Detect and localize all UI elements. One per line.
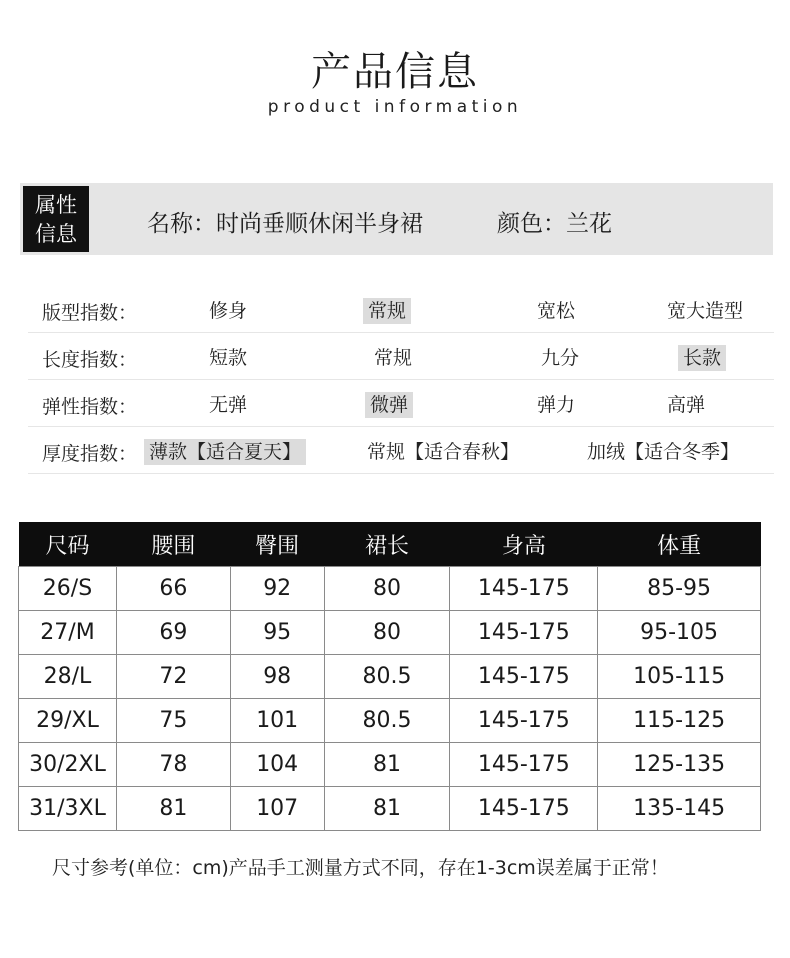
table-cell: 81	[324, 787, 450, 831]
table-cell: 145-175	[450, 611, 598, 655]
index-label: 厚度指数：	[42, 443, 138, 465]
table-cell: 101	[230, 699, 324, 743]
table-cell: 69	[116, 611, 230, 655]
page-subtitle: product information	[267, 97, 523, 117]
table-cell: 145-175	[450, 567, 598, 611]
table-cell: 92	[230, 567, 324, 611]
table-cell: 145-175	[450, 699, 598, 743]
index-option: 宽大造型	[667, 300, 744, 322]
table-cell: 30/2XL	[19, 743, 117, 787]
index-option-selected: 长款	[678, 345, 726, 371]
table-cell: 81	[116, 787, 230, 831]
attribute-tag-line2: 信息	[35, 222, 77, 246]
table-cell: 78	[116, 743, 230, 787]
index-row-thickness	[28, 427, 774, 474]
attribute-tag	[23, 186, 89, 252]
table-cell: 66	[116, 567, 230, 611]
index-option: 修身	[209, 300, 248, 322]
table-cell: 28/L	[19, 655, 117, 699]
index-option: 常规	[374, 347, 413, 369]
table-cell: 85-95	[598, 567, 761, 611]
index-label: 版型指数：	[42, 302, 138, 324]
index-option-selected: 微弹	[365, 392, 413, 418]
table-cell: 80	[324, 611, 450, 655]
table-cell: 125-135	[598, 743, 761, 787]
index-row-length	[28, 333, 774, 380]
table-cell: 104	[230, 743, 324, 787]
table-row	[19, 611, 761, 655]
table-cell: 98	[230, 655, 324, 699]
index-option: 九分	[541, 347, 580, 369]
table-row	[19, 743, 761, 787]
table-cell: 145-175	[450, 787, 598, 831]
table-cell: 75	[116, 699, 230, 743]
index-row-fit	[28, 286, 774, 333]
page-title: 产品信息	[311, 49, 479, 95]
product-name: 名称：时尚垂顺休闲半身裙	[147, 211, 423, 237]
size-table	[18, 522, 761, 831]
index-option-selected: 常规	[363, 298, 411, 324]
table-cell: 135-145	[598, 787, 761, 831]
column-header: 体重	[598, 522, 761, 567]
column-header: 裙长	[324, 522, 450, 567]
attribute-tag-line1: 属性	[35, 193, 77, 217]
product-color: 颜色：兰花	[497, 211, 612, 237]
table-row	[19, 699, 761, 743]
table-cell: 95-105	[598, 611, 761, 655]
table-row	[19, 567, 761, 611]
index-label: 长度指数：	[42, 349, 138, 371]
index-option-selected: 薄款【适合夏天】	[144, 439, 306, 465]
index-option: 高弹	[667, 394, 706, 416]
table-cell: 115-125	[598, 699, 761, 743]
index-option: 宽松	[537, 300, 576, 322]
measurement-note: 尺寸参考(单位：cm)产品手工测量方式不同，存在1-3cm误差属于正常！	[52, 857, 669, 879]
table-cell: 72	[116, 655, 230, 699]
table-cell: 80.5	[324, 655, 450, 699]
table-cell: 80.5	[324, 699, 450, 743]
index-option: 短款	[209, 347, 248, 369]
column-header: 臀围	[230, 522, 324, 567]
index-option: 无弹	[209, 394, 248, 416]
table-row	[19, 655, 761, 699]
table-cell: 80	[324, 567, 450, 611]
size-table-header	[19, 522, 761, 567]
index-option: 弹力	[537, 394, 576, 416]
table-cell: 145-175	[450, 743, 598, 787]
column-header: 腰围	[116, 522, 230, 567]
table-row	[19, 787, 761, 831]
index-row-elasticity	[28, 380, 774, 427]
index-option: 加绒【适合冬季】	[587, 441, 740, 463]
table-cell: 105-115	[598, 655, 761, 699]
table-cell: 81	[324, 743, 450, 787]
column-header: 身高	[450, 522, 598, 567]
table-cell: 27/M	[19, 611, 117, 655]
table-cell: 26/S	[19, 567, 117, 611]
table-cell: 107	[230, 787, 324, 831]
table-cell: 95	[230, 611, 324, 655]
index-label: 弹性指数：	[42, 396, 138, 418]
table-cell: 31/3XL	[19, 787, 117, 831]
attribute-bar	[20, 183, 773, 255]
column-header: 尺码	[19, 522, 117, 567]
table-cell: 145-175	[450, 655, 598, 699]
table-cell: 29/XL	[19, 699, 117, 743]
index-option: 常规【适合春秋】	[367, 441, 520, 463]
